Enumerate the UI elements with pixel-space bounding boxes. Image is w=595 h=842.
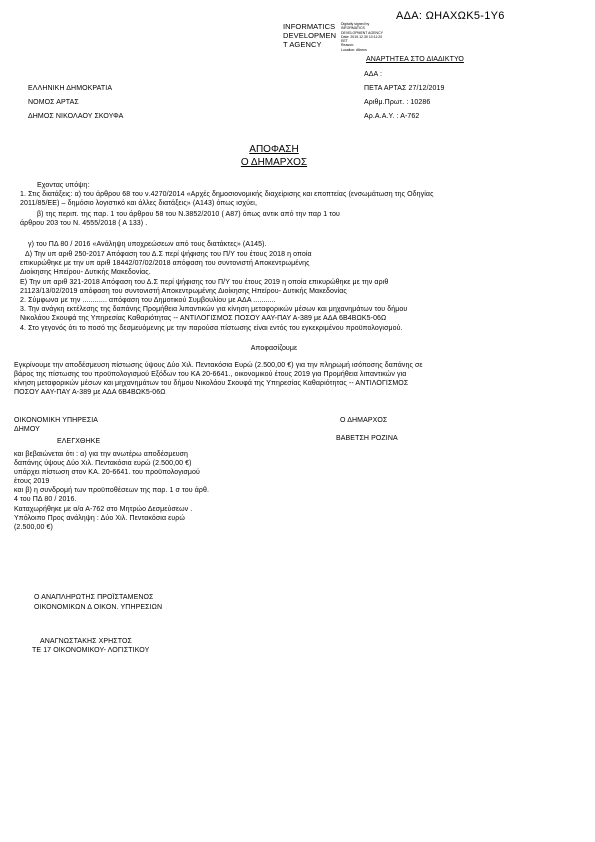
- signature-title: Ο ΑΝΑΠΛΗΡΩΤΗΣ ΠΡΟΪΣΤΑΜΕΝΟΣ: [34, 594, 154, 601]
- signature-info-line: Location: Athens: [341, 47, 367, 52]
- header-right-line: Αριθμ.Πρωτ. : 10286: [364, 99, 431, 106]
- decision-line: κίνηση μεταφορικών μέσων και μηχανημάτων του δήμου Νικολάου Σκουφά της Υπηρεσίας Καθαριότητας -- ΑΝΤΙΛΟΓΙΣΜΟΣ: [14, 380, 409, 387]
- finance-municipality: ΔΗΜΟΥ: [14, 426, 40, 433]
- signatory-title: ΤΕ 17 ΟΙΚΟΝΟΜΙΚΟΥ- ΛΟΓΙΣΤΙΚΟΥ: [32, 647, 150, 654]
- document-title: ΑΠΟΦΑΣΗ: [249, 144, 299, 155]
- body-line: Ε) Την υπ αριθ 321-2018 Απόφαση του Δ.Σ περί ψήφισης του Π/Υ του έτους 2019 η οποία επικυρώθηκε με την αριθ: [20, 279, 389, 286]
- header-right-line: Αρ.Α.Α.Υ. : Α-762: [364, 113, 420, 120]
- signatory-name: ΑΝΑΓΝΩΣΤΑΚΗΣ ΧΡΗΣΤΟΣ: [40, 638, 132, 645]
- body-line: 2011/85/ΕΕ) – δημόσιο λογιστικό και άλλες διατάξεις» (Α143) όπως ισχύει,: [20, 200, 257, 207]
- body-line: 1. Στις διατάξεις: α) του άρθρου 68 του ν.4270/2014 «Αρχές δημοσιονομικής διαχείρισης και εποπτείας (ενσωμάτωση της Οδηγίας: [20, 191, 434, 198]
- document-subtitle: Ο ΔΗΜΑΡΧΟΣ: [240, 157, 308, 168]
- digital-signature-info: [341, 22, 383, 52]
- header-left-line: ΝΟΜΟΣ ΑΡΤΑΣ: [28, 99, 79, 106]
- finance-line: έτους 2019: [14, 478, 50, 485]
- ada-stamp: ΑΔΑ: ΩΗΑΧΩΚ5-1Υ6: [396, 10, 505, 22]
- signature-info-line: EET: [341, 39, 348, 44]
- finance-line: υπάρχει πίστωση στον ΚΑ. 20-6641. του προϋπολογισμού: [14, 469, 200, 476]
- signature-info-line: Digitally signed by: [341, 22, 370, 26]
- signature-info-line: DEVELOPMENT AGENCY: [341, 30, 383, 35]
- checked-label: ΕΛΕΓΧΘΗΚΕ: [57, 438, 101, 445]
- body-line: επικυρώθηκε με την υπ αριθ 18442/07/02/2018 απόφαση του συντονιστή Αποκεντρωμένης: [20, 260, 310, 267]
- body-line: άρθρου 203 του Ν. 4555/2018 ( Α 133) .: [20, 220, 148, 227]
- signature-info-line: Reason:: [341, 43, 355, 48]
- header-left-line: ΕΛΛΗΝΙΚΗ ΔΗΜΟΚΡΑΤΙΑ: [28, 85, 113, 92]
- agency-name-line: DEVELOPMEN: [283, 31, 337, 40]
- header-left-line: ΔΗΜΟΣ ΝΙΚΟΛΑΟΥ ΣΚΟΥΦΑ: [28, 113, 124, 120]
- body-line: 21123/13/02/2019 απόφαση του συντονιστή Αποκεντρωμένης Διοίκησης Ηπείρου- Δυτικής Μακεδονίας: [20, 288, 347, 295]
- body-line: β) της περιπ. της παρ. 1 του άρθρου 58 του Ν.3852/2010 ( Α87) όπως αντικ από την παρ 1 του: [37, 211, 340, 218]
- finance-line: Υπόλοιπο Προς ανάληψη : Δύο Χιλ. Πεντακόσια ευρώ: [14, 515, 185, 522]
- agency-name: [283, 22, 336, 49]
- finance-service-title: ΟΙΚΟΝΟΜΙΚΗ ΥΠΗΡΕΣΙΑ: [14, 417, 99, 424]
- body-line: Δ) Την υπ αριθ 250-2017 Απόφαση του Δ.Σ περί ψήφισης του Π/Υ του έτους 2018 η οποία: [25, 251, 312, 258]
- finance-line: (2.500,00 €): [14, 524, 53, 531]
- header-right-line: ΠΕΤΑ ΑΡΤΑΣ 27/12/2019: [364, 85, 445, 92]
- body-line: Νικολάου Σκουφά της Υπηρεσίας Καθαριότητας -- ΑΝΤΙΛΟΓΙΣΜΟΣ ΠΟΣΟΥ ΑΑΥ-ΠΑΥ Α-389 με ΑΔΑ 6Β4ΒΩΚ5-06Ω: [20, 315, 387, 322]
- agency-name-line: INFORMATICS: [283, 22, 336, 31]
- decides-label: Αποφασίζουμε: [250, 345, 298, 352]
- signature-info-line: INFORMATICS: [341, 26, 365, 31]
- finance-line: και β) η συνδρομή των προϋποθέσεων της παρ. 1 σ του άρθ.: [14, 487, 210, 494]
- body-line: 4. Στο γεγονός ότι το ποσό της δεσμευόμενης με την παρούσα πίστωσης είναι εντός του εγκεκριμένου προϋπολογισμού.: [20, 325, 403, 332]
- signature-title: ΟΙΚΟΝΟΜΙΚΩΝ Δ ΟΙΚΟΝ. ΥΠΗΡΕΣΙΩΝ: [34, 604, 163, 611]
- finance-line: δαπάνης ύψους Δύο Χιλ. Πεντακόσια ευρώ (2.500,00 €): [14, 460, 192, 467]
- decision-line: ΠΟΣΟΥ ΑΑΥ-ΠΑΥ Α-389 με ΑΔΑ 6Β4ΒΩΚ5-06Ω: [14, 389, 166, 396]
- finance-line: και βεβαιώνεται ότι : α) για την ανωτέρω αποδέσμευση: [14, 451, 189, 458]
- body-line: Διοίκησης Ηπείρου- Δυτικής Μακεδονίας.: [20, 269, 151, 276]
- header-right-line: ΑΔΑ :: [364, 71, 383, 78]
- body-line: 3. Την ανάγκη εκτέλεσης της δαπάνης Προμήθεια λιπαντικών για κίνηση μεταφορικών μέσων και μηχανημάτων του δήμου: [20, 306, 408, 313]
- finance-line: Καταχωρήθηκε με α/α Α-762 στο Μητρώο Δεσμεύσεων .: [14, 506, 193, 513]
- mayor-role: Ο ΔΗΜΑΡΧΟΣ: [340, 417, 388, 424]
- agency-name-line: T AGENCY: [283, 40, 322, 49]
- body-line: γ) του ΠΔ 80 / 2016 «Ανάληψη υποχρεώσεων από τους διατάκτες» (Α145).: [28, 241, 267, 248]
- decision-line: Εγκρίνουμε την αποδέσμευση πίστωσης ύψους Δύο Χιλ. Πεντακόσια Ευρώ (2.500,00 €) για την πληρωμή ισόποσης δαπάνης σε: [14, 362, 423, 369]
- body-line: 2. Σύμφωνα με την ............ απόφαση του Δημοτικού Συμβουλίου με ΑΔΑ ...........: [20, 297, 276, 304]
- having-regard-label: Εχοντας υπόψη:: [37, 182, 90, 189]
- decision-line: βάρος της πίστωσης του προϋπολογισμού Εξόδων του ΚΑ 20-6641., οικονομικού έτους 2019 για Προμήθεια λιπαντικών για: [14, 371, 407, 378]
- mayor-name: ΒΑΒΕΤΣΗ ΡΟΖΙΝΑ: [336, 435, 398, 442]
- posting-notice: ΑΝΑΡΤΗΤΕΑ ΣΤΟ ΔΙΑΔΙΚΤΥΟ: [366, 56, 464, 63]
- finance-line: 4 του ΠΔ 80 / 2016.: [14, 496, 77, 503]
- signature-info-line: Date: 2019.12.30 10:11:20: [341, 34, 383, 39]
